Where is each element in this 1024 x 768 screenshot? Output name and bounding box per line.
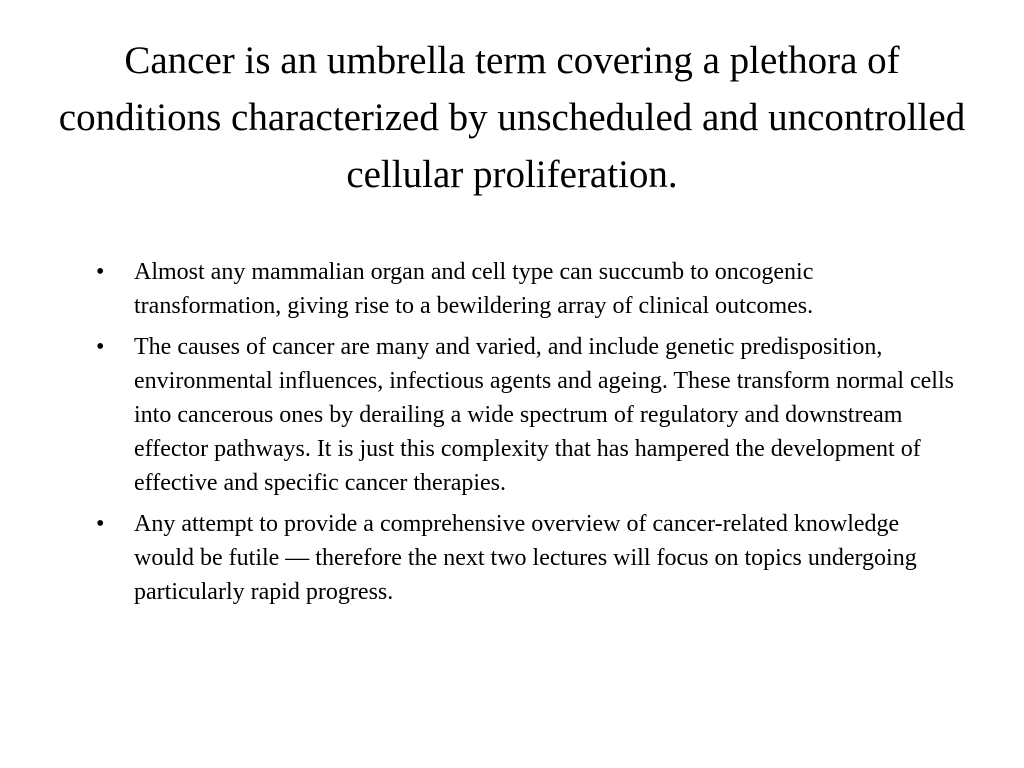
bullet-icon: • (96, 511, 105, 537)
bullet-text: Any attempt to provide a comprehensive overview of cancer-related knowledge would be futile — therefore the next two lectures will focus on topics undergoing particularly rapid progress. (134, 511, 917, 605)
bullet-item (96, 255, 956, 323)
bullet-text: Almost any mammalian organ and cell type can succumb to oncogenic transformation, giving rise to a bewildering array of clinical outcomes. (134, 259, 814, 319)
bullet-list (96, 255, 956, 616)
bullet-text: The causes of cancer are many and varied, and include genetic predisposition, environmental influences, infectious agents and ageing. These transform normal cells into cancerous ones by derailing a wide spectrum of regulatory and downstream effector pathways. It is just this complexity that has hampered the development of effective and specific cancer therapies. (134, 334, 954, 496)
slide-title: Cancer is an umbrella term covering a plethora of conditions characterized by unscheduled and uncontrolled cellular proliferation. (58, 39, 966, 196)
bullet-item (96, 507, 956, 609)
bullet-icon: • (96, 334, 105, 360)
bullet-item (96, 330, 956, 500)
bullet-icon: • (96, 259, 105, 285)
